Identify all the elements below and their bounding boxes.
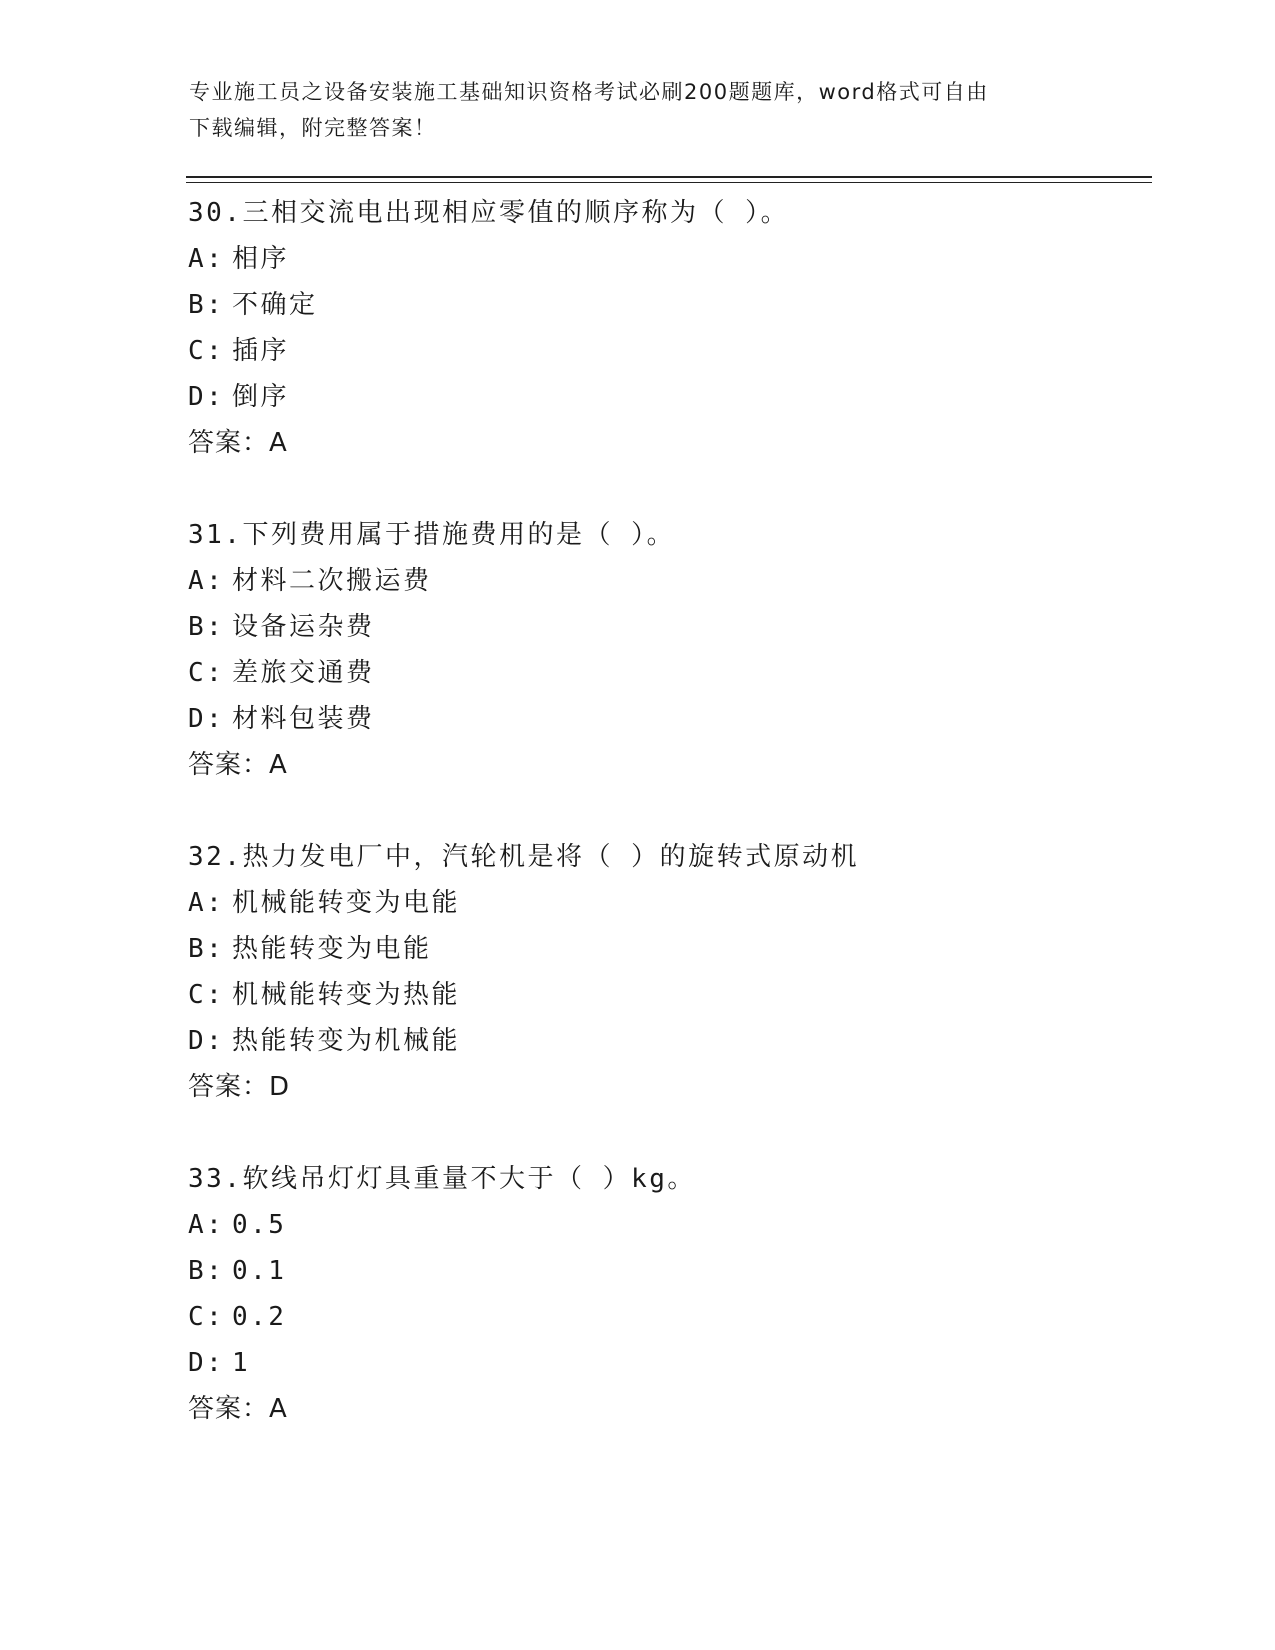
option-a (188, 558, 1148, 604)
option-d (188, 374, 1148, 420)
header-divider-bottom (186, 182, 1152, 183)
option-c (188, 972, 1148, 1018)
header-divider-top (186, 176, 1152, 178)
option-text: 热能转变为机械能 (232, 1026, 461, 1056)
option-letter: A: (188, 1210, 225, 1240)
question-title: 33.软线吊灯灯具重量不大于（ ）kg。 (188, 1164, 696, 1194)
option-d (188, 1018, 1148, 1064)
option-a (188, 1202, 1148, 1248)
option-c (188, 328, 1148, 374)
option-text: 机械能转变为热能 (232, 980, 461, 1010)
question-title: 30.三相交流电出现相应零值的顺序称为（ ）。 (188, 198, 790, 228)
option-text: 差旅交通费 (232, 658, 375, 688)
option-letter: A: (188, 244, 225, 274)
option-letter: D: (188, 704, 225, 734)
option-letter: C: (188, 658, 225, 688)
option-text: 相序 (232, 244, 290, 274)
option-letter: A: (188, 888, 225, 918)
question-item (188, 834, 1148, 1110)
option-letter: D: (188, 382, 225, 412)
option-b (188, 926, 1148, 972)
option-letter: C: (188, 980, 225, 1010)
option-text: 材料二次搬运费 (232, 566, 432, 596)
option-letter: D: (188, 1348, 225, 1378)
option-letter: C: (188, 336, 225, 366)
option-b (188, 282, 1148, 328)
question-item (188, 190, 1148, 466)
question-title: 31.下列费用属于措施费用的是（ ）。 (188, 520, 676, 550)
option-c (188, 650, 1148, 696)
answer-line: 答案：A (188, 428, 288, 458)
option-text: 0.1 (232, 1256, 287, 1286)
header-line-1: 专业施工员之设备安装施工基础知识资格考试必刷200题题库，word格式可自由 (189, 80, 989, 104)
answer-line: 答案：A (188, 750, 288, 780)
option-b (188, 1248, 1148, 1294)
option-text: 倒序 (232, 382, 290, 412)
option-letter: B: (188, 290, 225, 320)
option-letter: B: (188, 934, 225, 964)
document-header (189, 74, 1089, 146)
option-letter: A: (188, 566, 225, 596)
option-c (188, 1294, 1148, 1340)
option-letter: B: (188, 1256, 225, 1286)
option-text: 热能转变为电能 (232, 934, 432, 964)
option-b (188, 604, 1148, 650)
answer-line: 答案：D (188, 1072, 291, 1102)
option-text: 0.5 (232, 1210, 287, 1240)
option-text: 插序 (232, 336, 290, 366)
option-text: 0.2 (232, 1302, 287, 1332)
question-title: 32.热力发电厂中，汽轮机是将（ ）的旋转式原动机 (188, 842, 860, 872)
option-text: 机械能转变为电能 (232, 888, 461, 918)
option-text: 设备运杂费 (232, 612, 375, 642)
option-letter: D: (188, 1026, 225, 1056)
option-letter: B: (188, 612, 225, 642)
header-line-2: 下载编辑，附完整答案！ (189, 116, 437, 140)
question-item (188, 1156, 1148, 1432)
option-a (188, 880, 1148, 926)
option-text: 1 (232, 1348, 251, 1378)
answer-line: 答案：A (188, 1394, 288, 1424)
option-text: 材料包装费 (232, 704, 375, 734)
question-item (188, 512, 1148, 788)
question-list (188, 190, 1148, 1478)
option-a (188, 236, 1148, 282)
option-text: 不确定 (232, 290, 318, 320)
option-letter: C: (188, 1302, 225, 1332)
option-d (188, 1340, 1148, 1386)
option-d (188, 696, 1148, 742)
